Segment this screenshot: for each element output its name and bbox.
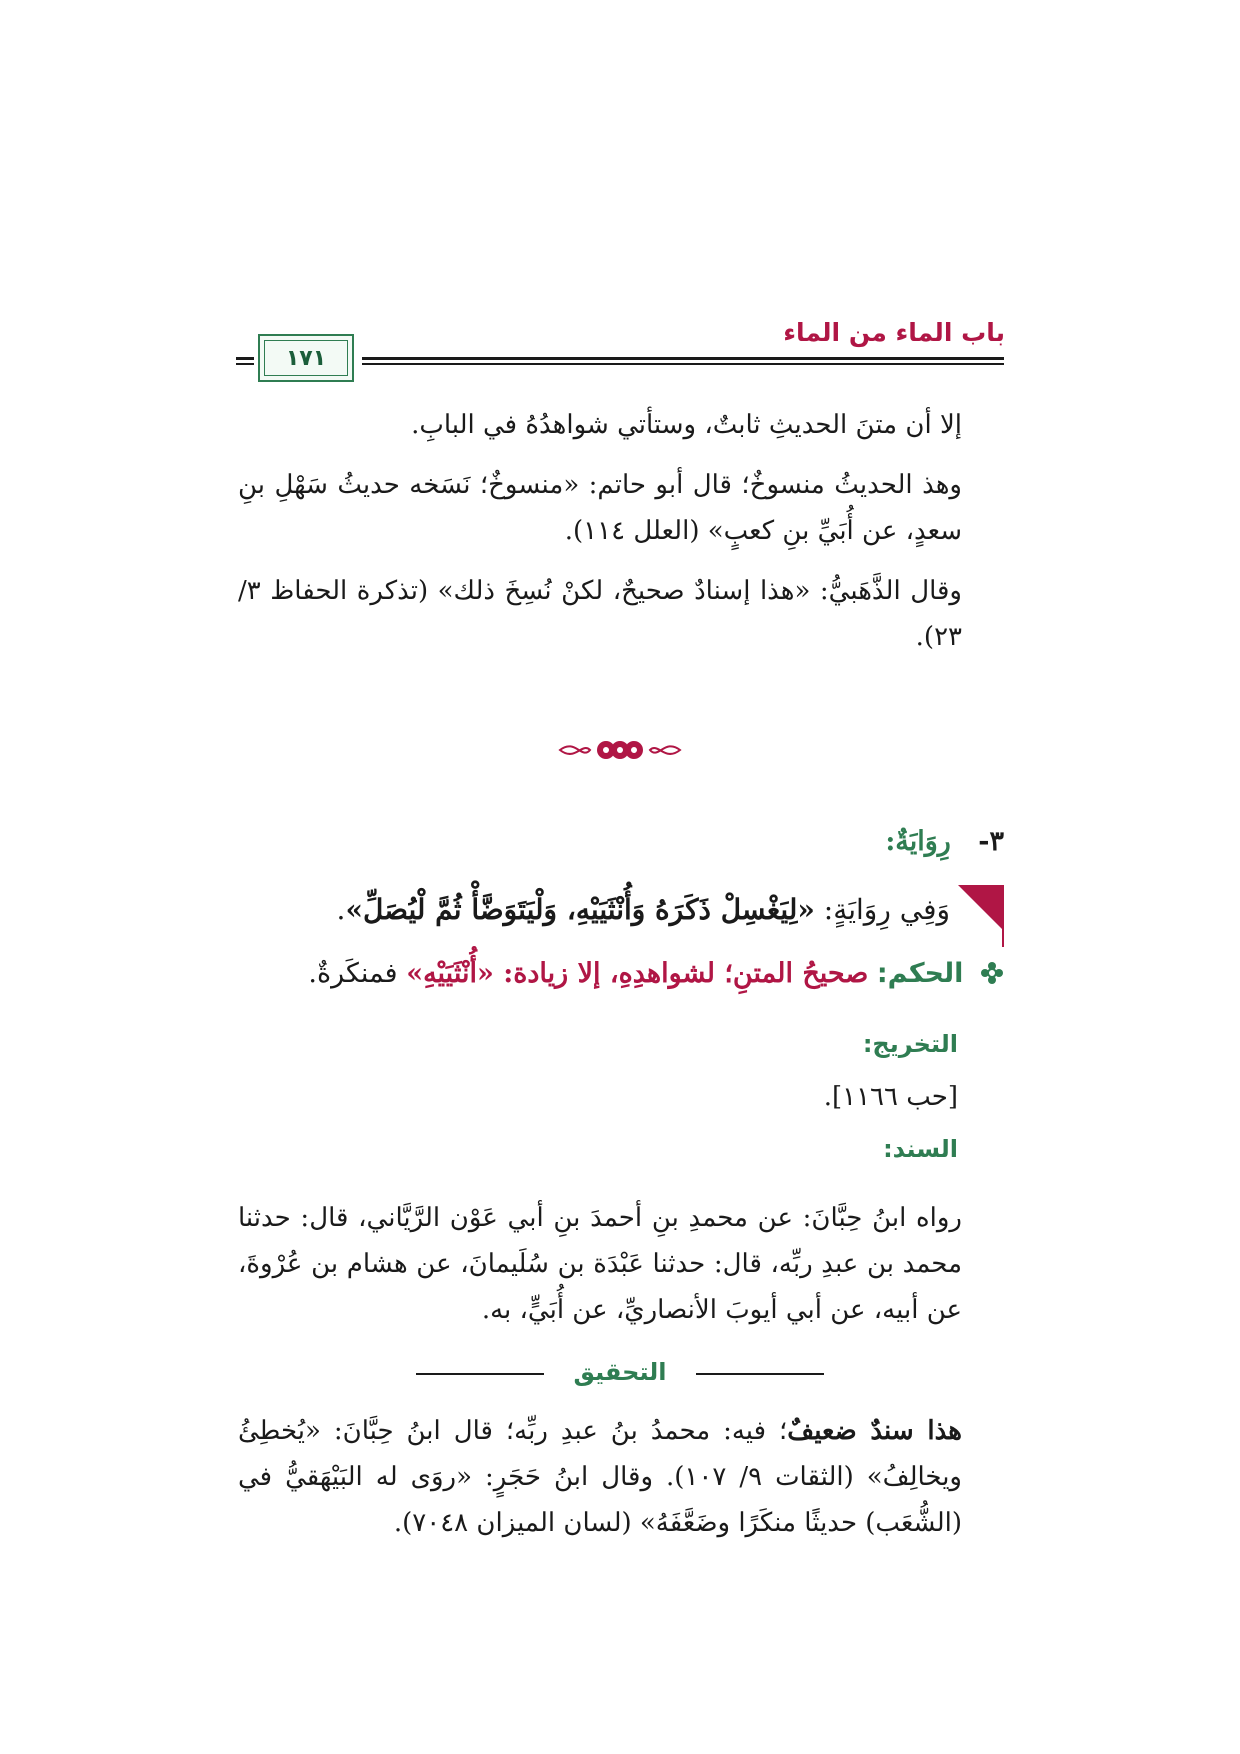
section-heading (885, 826, 1004, 857)
ruling-line (308, 958, 1004, 989)
tahqiq-divider (416, 1358, 824, 1388)
section-number: ٣- (978, 826, 1004, 857)
header-rule-right (362, 357, 1004, 360)
header-rule-left (236, 357, 254, 360)
hadith-prefix: وَفِي رِوَايَةٍ: (814, 893, 950, 926)
ruling-label: الحكم: (876, 958, 964, 989)
chapter-title: باب الماء من الماء (783, 318, 1005, 347)
tahqiq-paragraph (238, 1408, 1004, 1546)
tahqiq-text-block (238, 1408, 1004, 1546)
tahqiq-lead: هذا سندٌ ضعيفٌ (787, 1416, 963, 1446)
page-number-badge (258, 334, 354, 382)
sanad-heading: السند: (883, 1135, 958, 1163)
ruling-value: صحيحُ المتنِ؛ لشواهدِهِ، إلا زيادة: «أُنْثَيَيْهِ» (406, 958, 869, 989)
intro-text (238, 402, 1004, 660)
hadith-matn: «لِيَغْسِلْ ذَكَرَهُ وَأُنْثَيَيْهِ، وَلْيَتَوَضَّأْ ثُمَّ لْيُصَلِّ» (345, 893, 815, 926)
page-number: ١٧١ (285, 345, 327, 371)
sanad-text: رواه ابنُ حِبَّانَ: عن محمدِ بنِ أحمدَ بنِ أبي عَوْن الرَّيَّاني، قال: حدثنا محمد بن عبدِ ربِّه، قال: حدثنا عَبْدَة بن سُلَيمانَ، عن هشام بن عُرْوةَ، عن أبيه، عن أبي أيوبَ الأنصاريِّ، عن أُبَيٍّ، به. (238, 1203, 962, 1325)
hadith-suffix: . (336, 893, 346, 926)
hadith-corner-marker-icon (958, 885, 1004, 931)
hadith-text (337, 893, 950, 926)
ruling-suffix: فمنكَرةٌ. (308, 958, 407, 989)
flower-bullet-icon (980, 961, 1004, 985)
header-rule-right-thin (362, 363, 1004, 365)
takhrij-reference: [حب ١١٦٦]. (823, 1082, 958, 1112)
intro-paragraph-3: وقال الذَّهَبيُّ: «هذا إسنادٌ صحيحٌ، لكنْ نُسِخَ ذلك» (تذكرة الحفاظ ٣/ ٢٣). (238, 576, 962, 652)
sanad-text-block (238, 1195, 1004, 1333)
tahqiq-heading: التحقيق (573, 1358, 667, 1386)
intro-paragraph-1: إلا أن متنَ الحديثِ ثابتٌ، وستأتي شواهدُهُ في البابِ. (411, 410, 962, 440)
takhrij-heading: التخريج: (862, 1030, 958, 1058)
tahqiq-text: ؛ فيه: محمدُ بنُ عبدِ ربِّه؛ قال ابنُ حِبَّانَ: «يُخطِئُ ويخالِفُ» (الثقات ٩/ ١٠٧). وقال ابنُ حَجَرٍ: «روَى له البَيْهَقيُّ في (الشُّعَب) حديثًا منكَرًا وضَعَّفَهُ» (لسان الميزان ٧٠٤٨). (238, 1416, 962, 1538)
hadith-corner-line (1002, 885, 1004, 947)
header-rule-left-thin (236, 363, 254, 365)
intro-paragraph-2: وهذ الحديثُ منسوخٌ؛ قال أبو حاتم: «منسوخٌ؛ نَسَخه حديثُ سَهْلِ بنِ سعدٍ، عن أُبَيِّ بنِ كعبٍ» (العلل ١١٤). (238, 470, 962, 546)
section-label: رِوَايَةٌ: (885, 826, 951, 857)
section-ornament-icon (520, 730, 720, 770)
